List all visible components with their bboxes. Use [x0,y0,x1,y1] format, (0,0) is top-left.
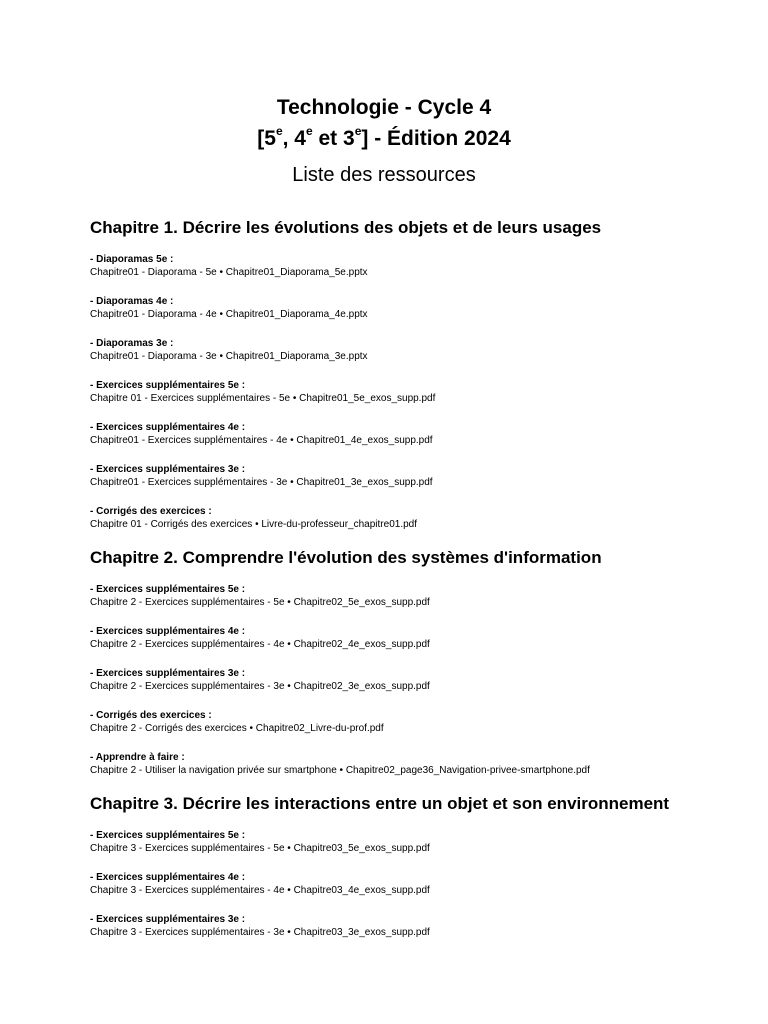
title-part-sep1: , 4 [282,127,306,150]
resource-item[interactable]: Chapitre 01 - Exercices supplémentaires - 5e • Chapitre01_5e_exos_supp.pdf [90,393,436,404]
resource-group-label: - Exercices supplémentaires 4e : [90,626,246,637]
resource-group-label: - Exercices supplémentaires 5e : [90,584,246,595]
resource-group-label: - Corrigés des exercices : [90,710,212,721]
resource-group-label: - Diaporamas 3e : [90,338,174,349]
resource-item[interactable]: Chapitre 2 - Utiliser la navigation privée sur smartphone • Chapitre02_page36_Navigation-privee-smartphone.pdf [90,765,590,776]
resource-group-label: - Exercices supplémentaires 4e : [90,872,246,883]
resource-group [90,667,750,693]
resource-group [90,709,750,735]
resource-group [90,379,750,405]
resource-group-label: - Corrigés des exercices : [90,506,212,517]
resource-item[interactable]: Chapitre 2 - Exercices supplémentaires - 4e • Chapitre02_4e_exos_supp.pdf [90,639,430,650]
resource-group [90,625,750,651]
resource-item[interactable]: Chapitre01 - Diaporama - 3e • Chapitre01_Diaporama_3e.pptx [90,351,368,362]
title-superscript-3: e [354,124,362,138]
resource-group-label: - Diaporamas 4e : [90,296,174,307]
resource-group [90,463,750,489]
chapter-section [90,793,750,939]
title-part-close: ] - Édition 2024 [361,127,511,150]
resource-group [90,829,750,855]
resource-item[interactable]: Chapitre01 - Exercices supplémentaires - 4e • Chapitre01_4e_exos_supp.pdf [90,435,433,446]
chapter-section [90,217,750,531]
resource-group [90,337,750,363]
resource-group [90,583,750,609]
resource-group [90,751,750,777]
resource-item[interactable]: Chapitre 01 - Corrigés des exercices • Livre-du-professeur_chapitre01.pdf [90,519,417,530]
resource-group [90,295,750,321]
resource-item[interactable]: Chapitre 3 - Exercices supplémentaires - 4e • Chapitre03_4e_exos_supp.pdf [90,885,430,896]
chapter-title: Chapitre 3. Décrire les interactions entre un objet et son environnement [90,794,670,813]
document-header [0,92,768,188]
chapter-title: Chapitre 1. Décrire les évolutions des objets et de leurs usages [90,218,602,237]
resource-group-label: - Exercices supplémentaires 5e : [90,380,246,391]
document-title-line-2 [0,123,768,154]
resource-item[interactable]: Chapitre 3 - Exercices supplémentaires - 5e • Chapitre03_5e_exos_supp.pdf [90,843,430,854]
resource-group [90,505,750,531]
resource-item[interactable]: Chapitre 3 - Exercices supplémentaires - 3e • Chapitre03_3e_exos_supp.pdf [90,927,430,938]
resource-group-label: - Diaporamas 5e : [90,254,174,265]
title-part-open: [5 [257,127,276,150]
resource-item[interactable]: Chapitre01 - Exercices supplémentaires - 3e • Chapitre01_3e_exos_supp.pdf [90,477,433,488]
resource-group [90,421,750,447]
resource-group [90,871,750,897]
chapter-title: Chapitre 2. Comprendre l'évolution des systèmes d'information [90,548,602,567]
title-superscript-2: e [305,124,313,138]
document-title-line-1: Technologie - Cycle 4 [276,96,492,119]
resource-group-label: - Apprendre à faire : [90,752,185,763]
resource-group [90,913,750,939]
resource-group [90,253,750,279]
resource-group-label: - Exercices supplémentaires 3e : [90,914,246,925]
resource-list [90,217,750,955]
title-part-sep2: et 3 [312,127,355,150]
resource-item[interactable]: Chapitre 2 - Corrigés des exercices • Chapitre02_Livre-du-prof.pdf [90,723,384,734]
resource-item[interactable]: Chapitre01 - Diaporama - 4e • Chapitre01_Diaporama_4e.pptx [90,309,368,320]
resource-item[interactable]: Chapitre01 - Diaporama - 5e • Chapitre01_Diaporama_5e.pptx [90,267,368,278]
chapter-section [90,547,750,777]
resource-group-label: - Exercices supplémentaires 5e : [90,830,246,841]
resource-item[interactable]: Chapitre 2 - Exercices supplémentaires - 5e • Chapitre02_5e_exos_supp.pdf [90,597,430,608]
resource-item[interactable]: Chapitre 2 - Exercices supplémentaires - 3e • Chapitre02_3e_exos_supp.pdf [90,681,430,692]
title-superscript-1: e [275,124,283,138]
document-subtitle: Liste des ressources [292,164,476,186]
resource-group-label: - Exercices supplémentaires 3e : [90,464,246,475]
resource-group-label: - Exercices supplémentaires 4e : [90,422,246,433]
resource-group-label: - Exercices supplémentaires 3e : [90,668,246,679]
